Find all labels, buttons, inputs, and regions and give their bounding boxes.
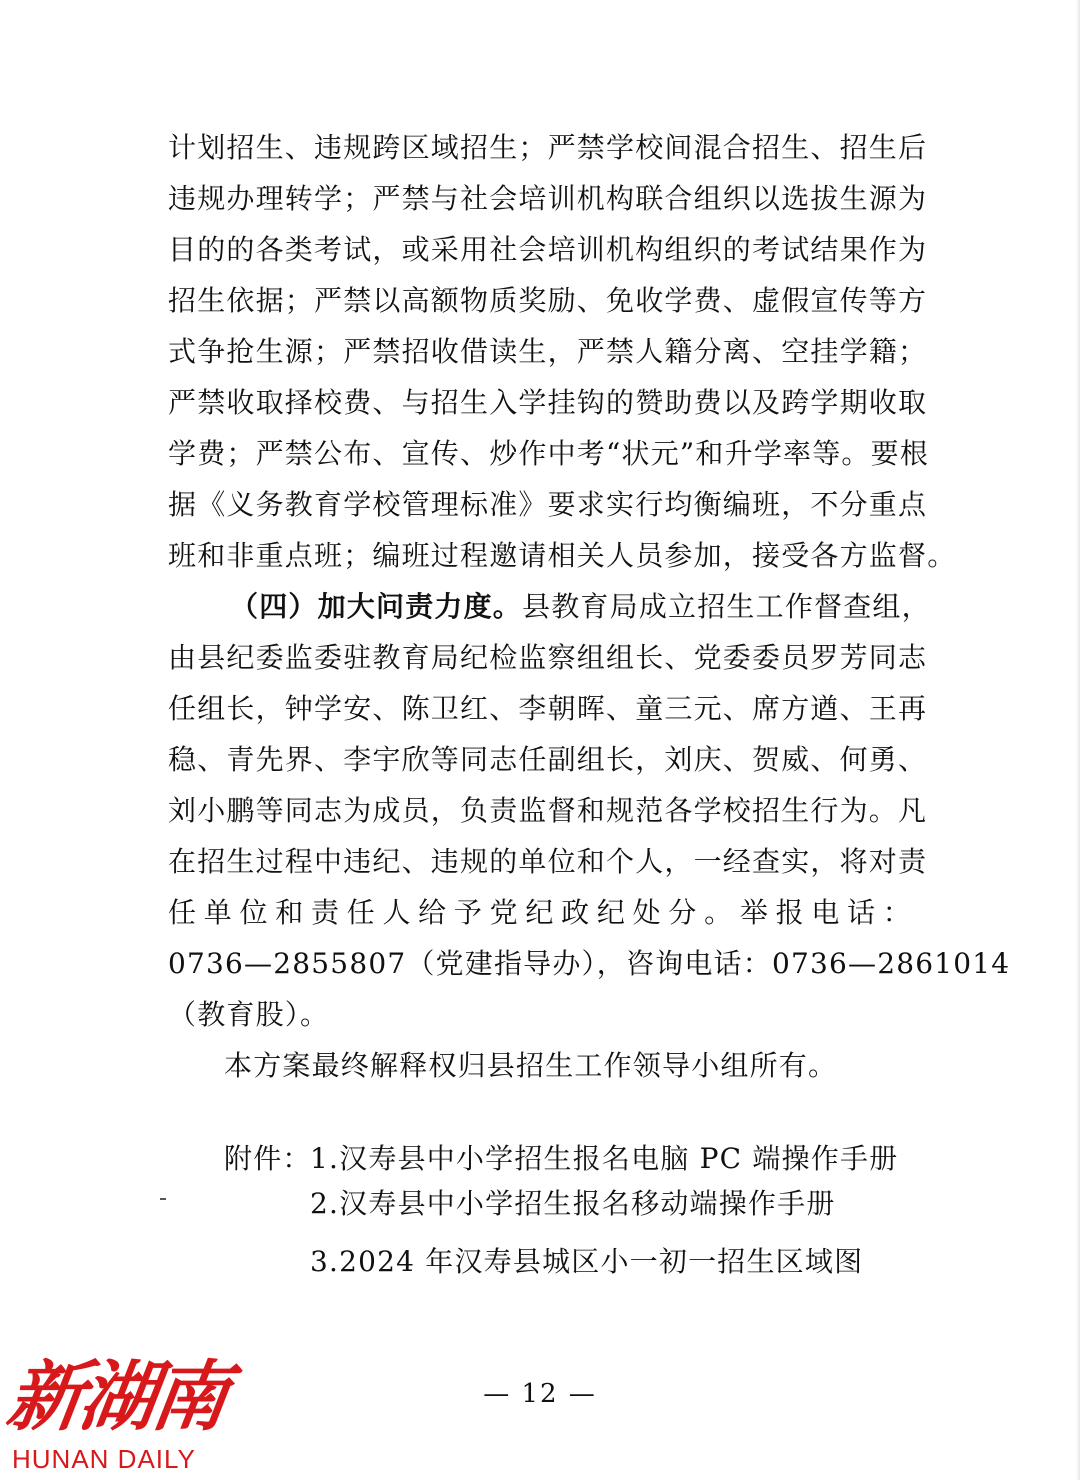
section-4-line: 任单位和责任人给予党纪政纪处分。举报电话： [168,896,912,929]
logo-english-text: HUNAN DAILY [12,1444,196,1474]
contact-phones: 0736—2855807（党建指导办），咨询电话：0736—2861014 [168,947,1011,980]
document-body [168,122,1011,1091]
section-4-line: 由县纪委监委驻教育局纪检监察组组长、党委委员罗芳同志 [168,641,928,674]
body-line: 招生依据；严禁以高额物质奖励、免收学费、虚假宣传等方 [168,284,928,317]
section-4-line: 任组长，钟学安、陈卫红、李朝晖、童三元、席方遒、王再 [168,692,928,725]
section-4-line: 稳、青先界、李宇欣等同志任副组长，刘庆、贺威、何勇、 [168,743,928,776]
closing-statement: 本方案最终解释权归县招生工作领导小组所有。 [224,1049,838,1082]
hunan-daily-logo [1,1352,231,1474]
body-line: 据《义务教育学校管理标准》要求实行均衡编班，不分重点 [168,488,928,521]
section-4-line: 刘小鹏等同志为成员，负责监督和规范各学校招生行为。凡 [168,794,928,827]
attachment-item [224,1137,944,1181]
section-4-line: （教育股）。 [168,998,330,1031]
attachment-item: 3.2024 年汉寿县城区小一初一招生区域图 [310,1245,864,1278]
body-line: 严禁收取择校费、与招生入学挂钩的赞助费以及跨学期收取 [168,386,928,419]
logo-chinese-text: 新湖南 [1,1352,231,1441]
body-line: 学费；严禁公布、宣传、炒作中考“状元”和升学率等。要根 [168,437,930,470]
section-4-first-line-text: 县教育局成立招生工作督查组， [522,590,931,623]
scan-speck [160,1198,166,1200]
body-line: 目的的各类考试，或采用社会培训机构组织的考试结果作为 [168,233,928,266]
body-line: 违规办理转学；严禁与社会培训机构联合组织以选拔生源为 [168,182,928,215]
attachments-label: 附件： [224,1142,312,1175]
attachment-item: 2.汉寿县中小学招生报名移动端操作手册 [310,1187,836,1220]
body-line: 式争抢生源；严禁招收借读生，严禁人籍分离、空挂学籍； [168,335,928,368]
page-number: — 12 — [483,1379,597,1409]
section-4-line: 在招生过程中违纪、违规的单位和个人，一经查实，将对责 [168,845,928,878]
attachment-text: 1.汉寿县中小学招生报名电脑 PC 端操作手册 [310,1142,899,1175]
body-line: 班和非重点班；编班过程邀请相关人员参加，接受各方监督。 [168,539,957,572]
body-line: 计划招生、违规跨区域招生；严禁学校间混合招生、招生后 [168,131,928,164]
section-4-first-line [168,581,931,632]
section-4-heading: （四）加大问责力度。 [230,590,523,623]
